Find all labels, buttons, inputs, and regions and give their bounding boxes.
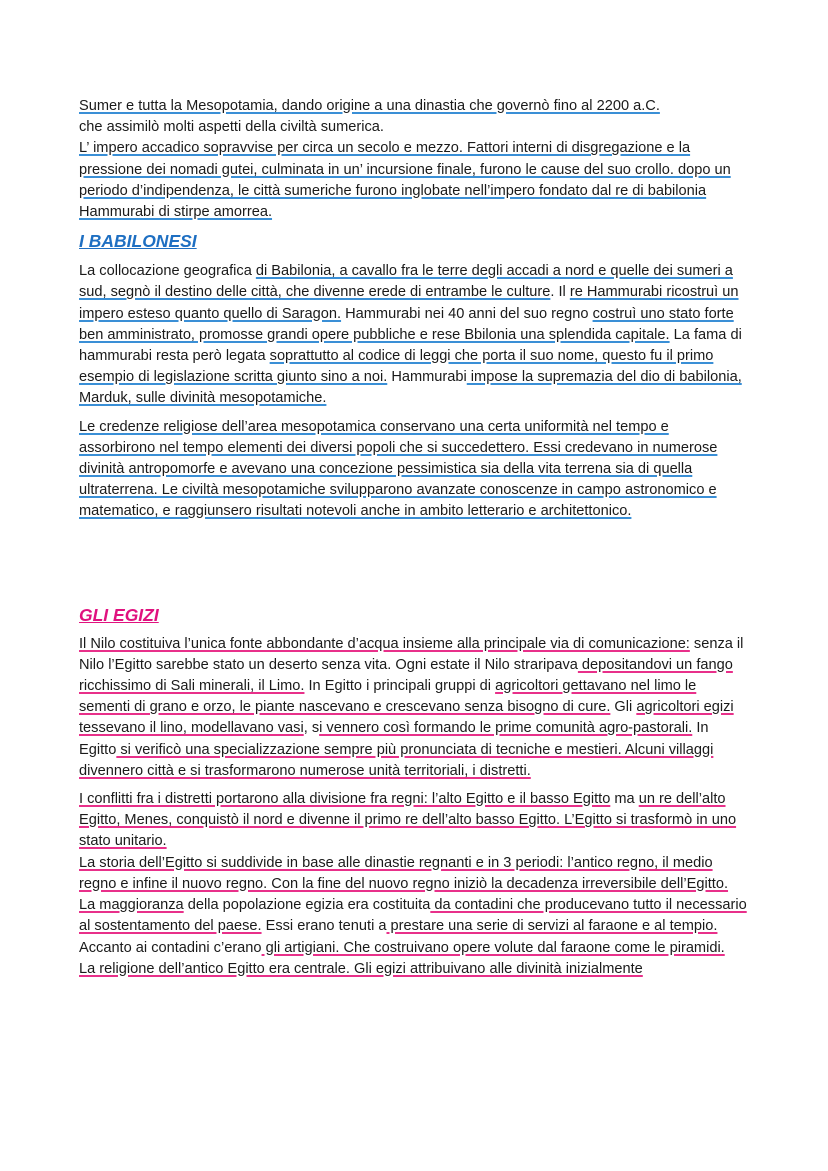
underlined-run: impose la supremazia del dio di babilonia, Marduk, sulle divinità mesopotamiche. [79,369,742,407]
underlined-run: La religione dell’antico Egitto era centrale. Gli egizi attribuivano alle divinità inizialmente [79,960,643,977]
text-run: della popolazione egizia era costituita [183,897,431,914]
intro-line-2: che assimilò molti aspetti della civiltà sumerica. [79,119,384,136]
underlined-run: un re dell’alto Egitto, Menes, conquistò il nord e divenne il primo re dell’alto basso Egitto. L’Egitto si trasformò in uno stato unitario. [79,791,737,850]
text-run: . Il [550,284,570,301]
intro-paragraph-2: L’ impero accadico sopravvise per circa un secolo e mezzo. Fattori interni di disgregazione e la pressione dei nomadi gutei, culminata in un’ incursione finale, furono le cause del suo crollo. dopo un periodo d’indipendenza, le città sumeriche furono inglobate nell’impero fondato dal re di babilonia Hammurabi di stirpe amorrea. [79,140,731,221]
egizi-paragraph-2 [79,789,749,980]
underlined-run: re Hammurabi ricostruì un impero esteso quanto quello di Saragon. [79,284,739,322]
underlined-run: La maggioranza [79,897,184,914]
text-run: senza il Nilo l’Egitto sarebbe stato un deserto senza vita. Ogni estate il Nilo straripava [79,635,744,673]
text-run: La collocazione geografica [79,263,256,280]
paragraph-gap [79,782,749,789]
text-run: Hammurabi nei 40 anni del suo regno [341,305,593,322]
text-run: La fama di hammurabi resta però legata [79,326,742,365]
text-run: In Egitto [79,720,709,758]
intro-line-1: Sumer e tutta la Mesopotamia, dando origine a una dinastia che governò fino al 2200 a.C. [79,98,660,114]
underlined-run: i vennero così formando le prime comunità agro-pastorali. [319,720,693,737]
text-run: , s [303,720,320,737]
intro-paragraph-1 [79,96,749,223]
section-title-babilonesi: I BABILONESI [79,231,197,252]
text-run: Gli [610,699,637,716]
underlined-run: costruì uno stato forte ben amministrato, promosse grandi opere pubbliche e rese Bbilonia una splendida capitale. [79,305,734,343]
section-spacer [79,523,749,605]
underlined-run: soprattutto al codice di leggi che porta il suo nome, questo fu il primo esempio di legislazione scritta giunto sino a noi. [79,348,714,386]
text-run: In Egitto i principali gruppi di [304,678,496,695]
egizi-paragraph-1 [79,634,749,782]
text-run: ma [610,791,639,808]
babilonesi-paragraph-1 [79,261,749,409]
text-run: Accanto ai contadini c’erano [79,939,262,956]
underlined-run: da contadini che producevano tutto il necessario al sostentamento del paese. [79,897,747,935]
underlined-run: di Babilonia, a cavallo fra le terre degli accadi a nord e quelle dei sumeri a sud, segnò il destino delle città, che divenne erede di entrambe le culture [79,263,733,301]
paragraph-gap [79,410,749,417]
section-title-egizi: GLI EGIZI [79,604,159,625]
underlined-run: prestare una serie di servizi al faraone e al tempio. [386,918,718,935]
underlined-run: agricoltori egizi tessevano il lino, modellavano vasi [79,699,734,737]
document-page [79,96,749,980]
text-run: Essi erano tenuti a [261,918,387,935]
babilonesi-paragraph-2 [79,417,749,523]
underlined-run: La storia dell’Egitto si suddivide in base alle dinastie regnanti e in 3 periodi: l’antico regno, il medio regno e infine il nuovo regno. Con la fine del nuovo regno iniziò la decadenza irreversibile dell’Egitto. [79,854,729,892]
underlined-run: gli artigiani. Che costruivano opere volute dal faraone come le piramidi. [261,939,725,956]
underlined-run: I conflitti fra i distretti portarono alla divisione fra regni: l’alto Egitto e il basso Egitto [79,791,611,808]
text-run: Hammurabi [387,369,467,386]
underlined-run: agricoltori gettavano nel limo le sementi di grano e orzo, le piante nascevano e crescevano senza bisogno di cure. [79,678,697,716]
underlined-run: Le credenze religiose dell’area mesopotamica conservano una certa uniformità nel tempo e assorbirono nel tempo elementi dei diversi popoli che si succedettero. Essi credevano in numerose divinità antropomorfe e avevano una concezione pessimistica sia della vita terrena sia di quella ultraterrena. Le civiltà mesopotamiche svilupparono avanzate conoscenze in campo astronomico e matematico, e raggiunsero risultati notevoli anche in ambito letterario e architettonico. [79,418,718,520]
underlined-run: si verificò una specializzazione sempre più pronunciata di tecniche e mestieri. Alcuni villaggi divennero città e si trasformarono numerose unità territoriali, i distretti. [79,741,714,779]
underlined-run: Il Nilo costituiva l’unica fonte abbondante d’acqua insieme alla principale via di comunicazione: [79,635,690,652]
underlined-run: depositandovi un fango ricchissimo di Sali minerali, il Limo. [79,656,733,695]
